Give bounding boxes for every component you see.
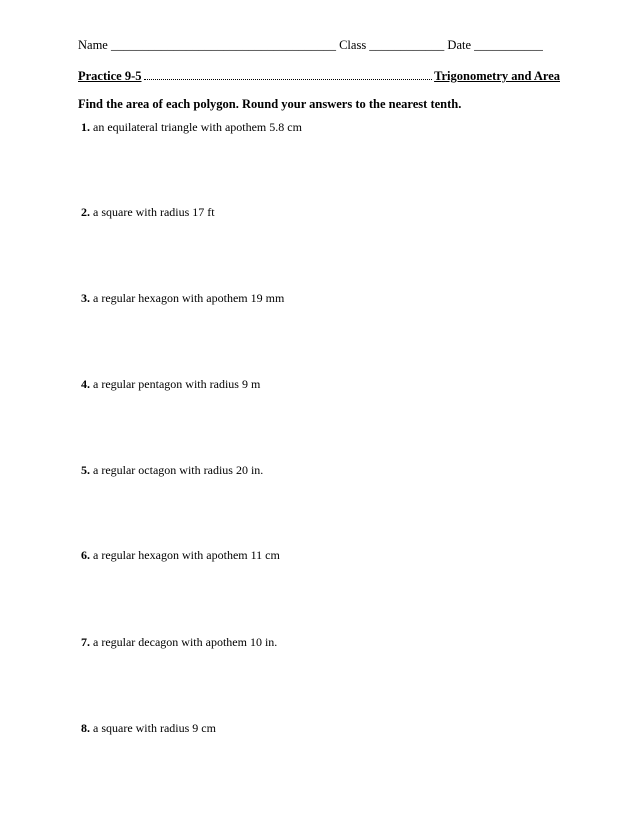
problem-number: 5.	[81, 463, 90, 477]
problem-number: 8.	[81, 721, 90, 735]
problem-text: a regular pentagon with radius 9 m	[90, 377, 261, 391]
problem-3	[81, 291, 284, 306]
problem-2	[81, 205, 215, 220]
problem-text: a square with radius 17 ft	[90, 205, 215, 219]
problem-text: an equilateral triangle with apothem 5.8 cm	[90, 120, 302, 134]
problem-text: a regular decagon with apothem 10 in.	[90, 635, 278, 649]
problem-number: 3.	[81, 291, 90, 305]
problem-number: 7.	[81, 635, 90, 649]
problem-4	[81, 377, 260, 392]
instructions: Find the area of each polygon. Round your answers to the nearest tenth.	[78, 97, 462, 111]
problem-text: a regular octagon with radius 20 in.	[90, 463, 264, 477]
problem-number: 4.	[81, 377, 90, 391]
practice-heading-row	[78, 69, 560, 84]
section-title: Trigonometry and Area	[434, 69, 560, 83]
problem-text: a regular hexagon with apothem 19 mm	[90, 291, 285, 305]
problem-1	[81, 120, 302, 135]
problem-number: 1.	[81, 120, 90, 134]
problem-text: a regular hexagon with apothem 11 cm	[90, 548, 280, 562]
problem-5	[81, 463, 263, 478]
dotted-leader	[144, 78, 433, 80]
problem-6	[81, 548, 280, 563]
problem-text: a square with radius 9 cm	[90, 721, 216, 735]
problem-7	[81, 635, 277, 650]
problem-number: 2.	[81, 205, 90, 219]
name-class-date-line: Name ____________________________________ Class ____________ Date ___________	[78, 38, 543, 52]
problem-number: 6.	[81, 548, 90, 562]
practice-label: Practice 9-5	[78, 69, 142, 83]
problem-8	[81, 721, 216, 736]
